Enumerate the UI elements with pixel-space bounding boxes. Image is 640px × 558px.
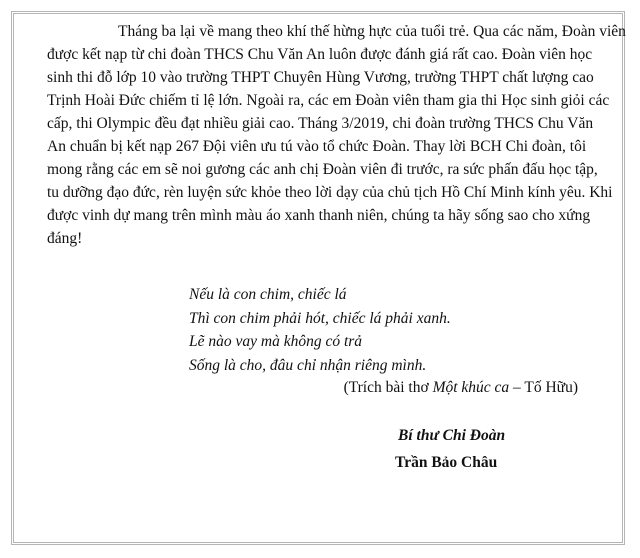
paragraph-line: được kết nạp từ chi đoàn THCS Chu Văn An luôn được đánh giá rất cao. Đoàn viên học [47, 46, 593, 63]
poem-citation [344, 379, 578, 397]
poem-line: Sống là cho, đâu chỉ nhận riêng mình. [189, 356, 427, 374]
poem-quote [189, 283, 451, 377]
signature-role: Bí thư Chi Đoàn [398, 427, 506, 444]
paragraph-line: mong rằng các em sẽ noi gương các anh chị Đoàn viên đi trước, ra sức phấn đấu học tập, [47, 161, 598, 178]
poem-line: Nếu là con chim, chiếc lá [189, 286, 347, 303]
poem-line: Lẽ nào vay mà không có trả [189, 333, 363, 350]
signature-name: Trần Bảo Châu [395, 454, 498, 471]
paragraph-line: tu dưỡng đạo đức, rèn luyện sức khỏe theo lời dạy của chủ tịch Hồ Chí Minh kính yêu. Khi [47, 184, 613, 201]
paragraph-line: cấp, thi Olympic đều đạt nhiều giải cao. Tháng 3/2019, chi đoàn trường THCS Chu Văn [47, 115, 594, 132]
paragraph-line: sinh thi đỗ lớp 10 vào trường THPT Chuyên Hùng Vương, trường THPT chất lượng cao [47, 69, 594, 86]
paragraph-line: Tháng ba lại về mang theo khí thế hừng hực của tuổi trẻ. Qua các năm, Đoàn viên [118, 23, 626, 40]
paragraph-line: đáng! [47, 230, 83, 247]
paragraph-line: Trịnh Hoài Đức chiếm tỉ lệ lớn. Ngoài ra, các em Đoàn viên tham gia thi Học sinh giỏi các [47, 92, 610, 109]
poem-line: Thì con chim phải hót, chiếc lá phải xanh. [189, 309, 451, 327]
body-paragraph [47, 20, 626, 250]
citation-suffix: – Tố Hữu) [509, 379, 578, 396]
citation-prefix: (Trích bài thơ [343, 379, 433, 396]
paragraph-line: An chuẩn bị kết nạp 267 Đội viên ưu tú vào tổ chức Đoàn. Thay lời BCH Chi đoàn, tôi [47, 138, 587, 155]
citation-title: Một khúc ca [432, 379, 510, 396]
paragraph-line: được vinh dự mang trên mình màu áo xanh thanh niên, chúng ta hãy sống sao cho xứng [47, 207, 591, 224]
